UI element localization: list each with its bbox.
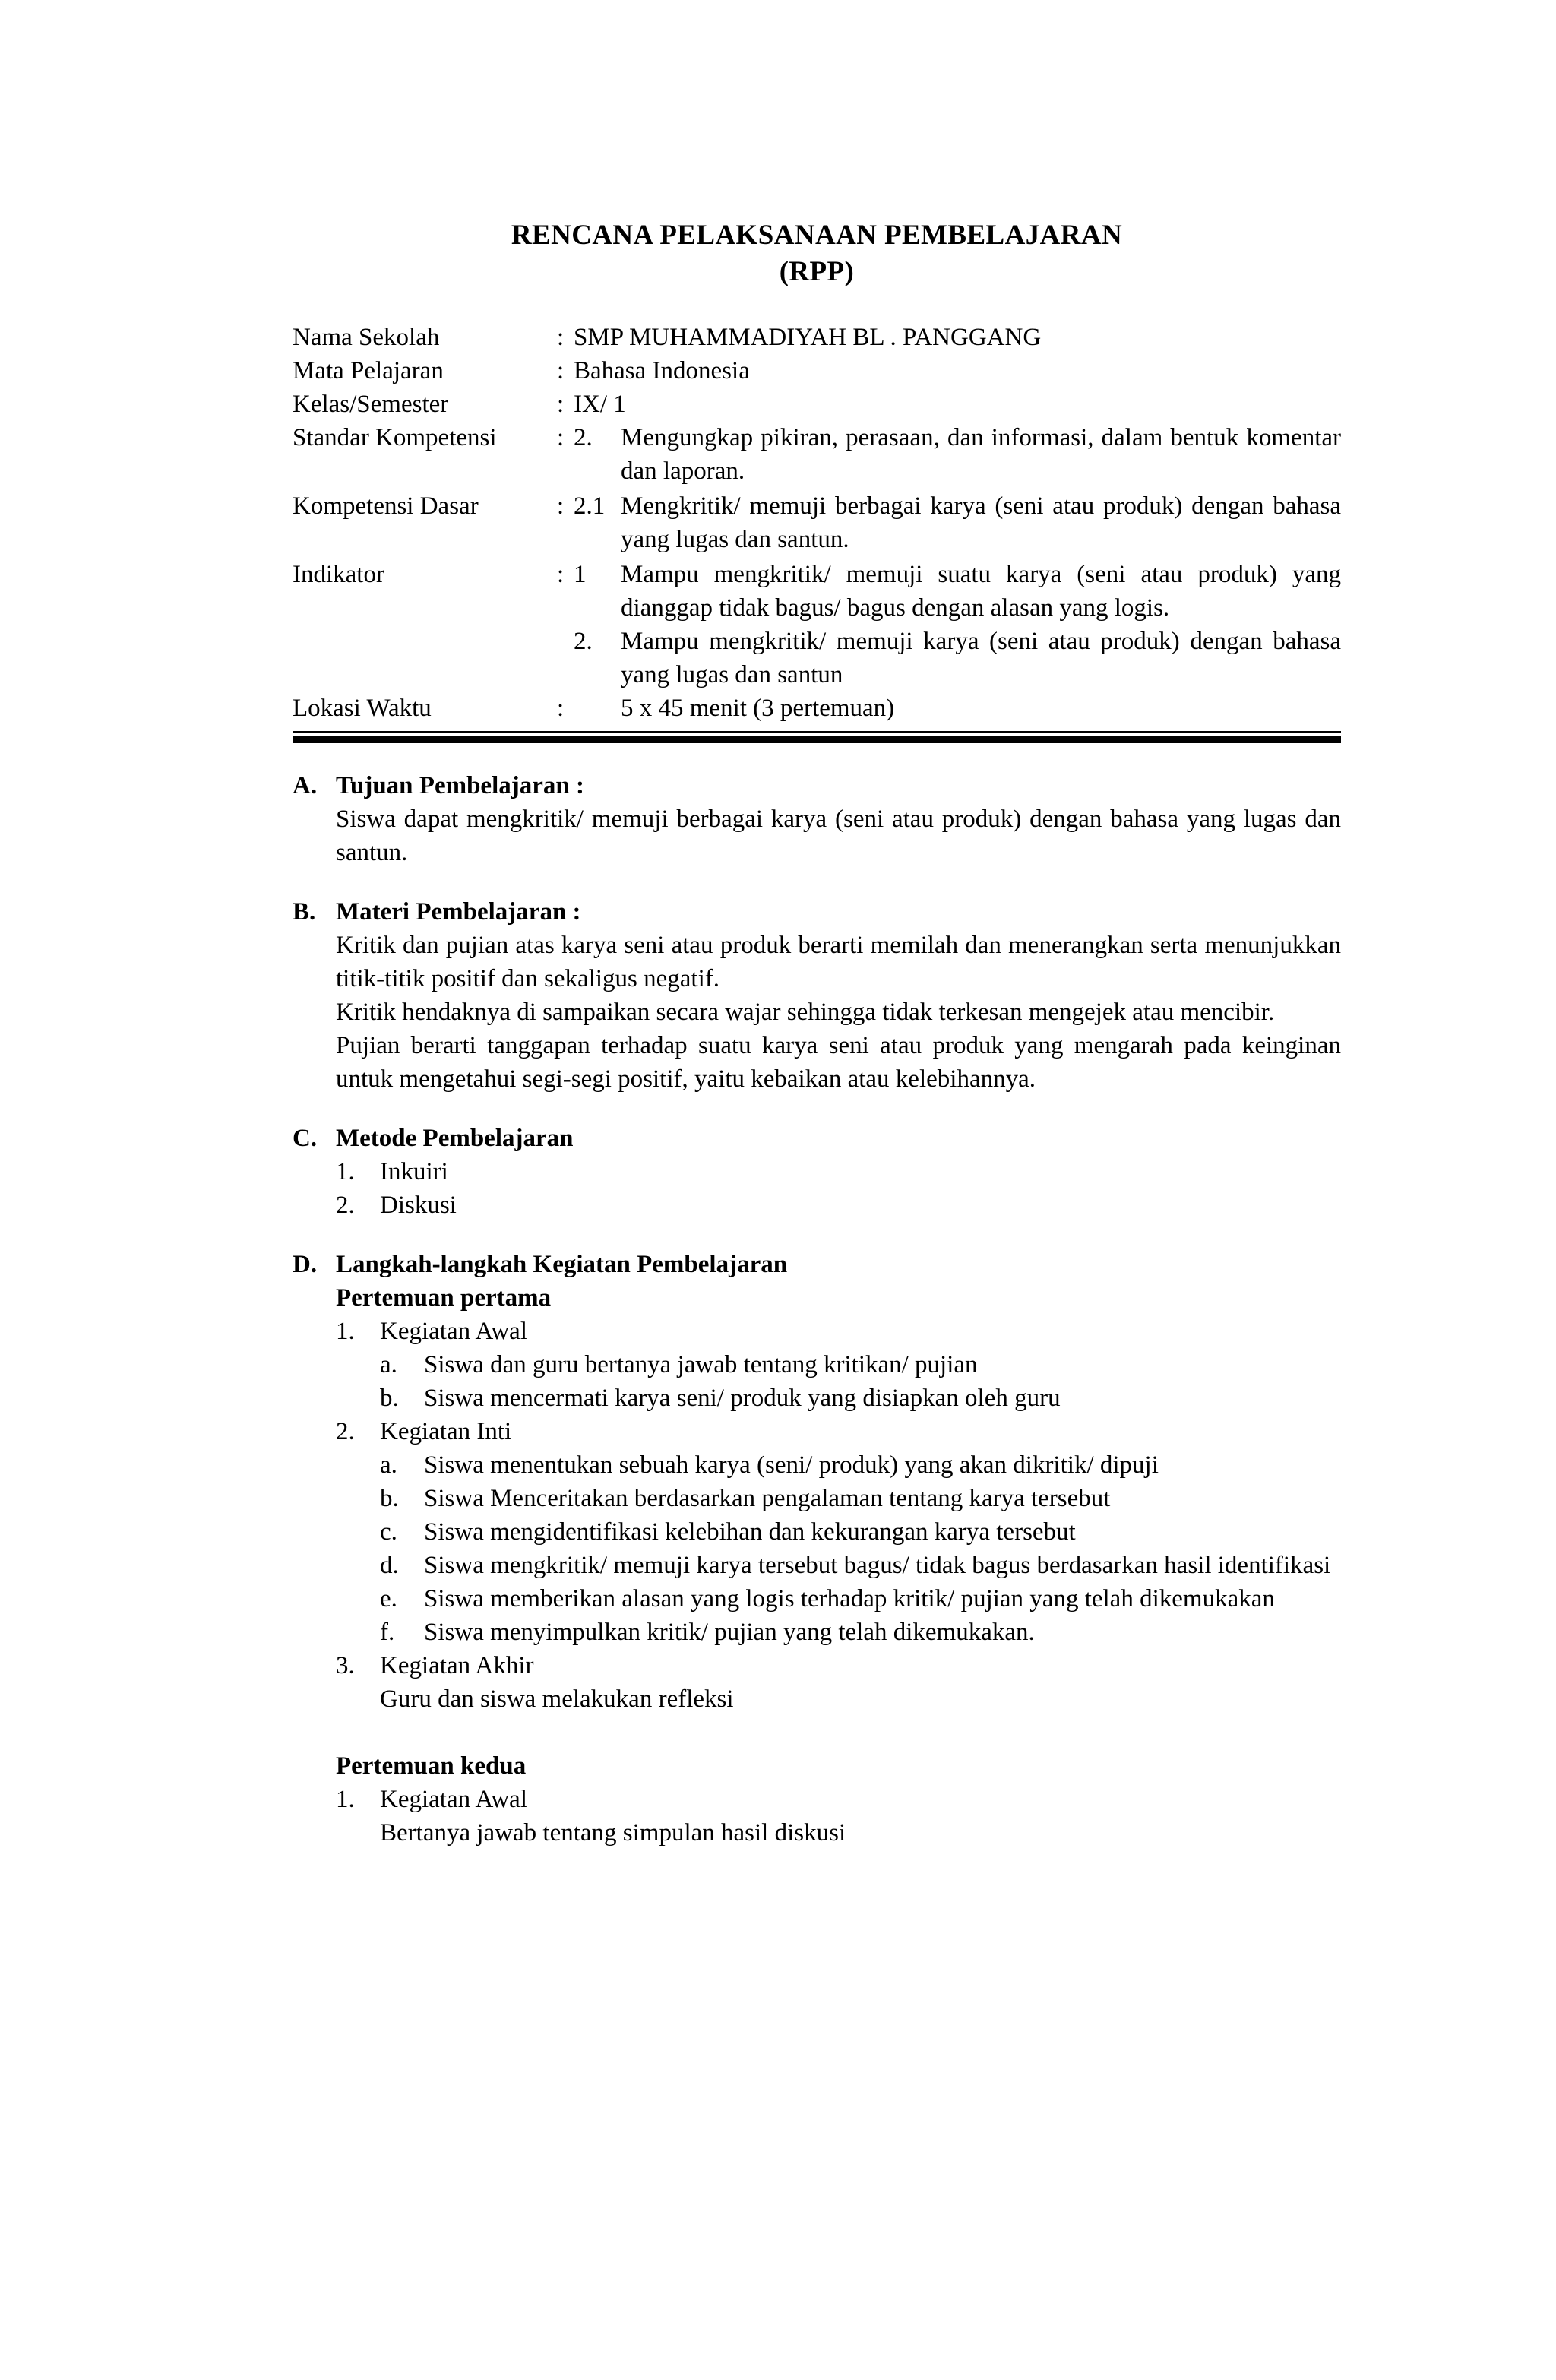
list-marker: 2. xyxy=(336,1418,355,1445)
list-item xyxy=(380,1448,1341,1482)
section-body xyxy=(336,802,1341,869)
list-item xyxy=(380,1348,1341,1381)
list-item xyxy=(336,1415,1341,1448)
paragraph: Kritik dan pujian atas karya seni atau produk berarti memilah dan menerangkan serta menunjukkan titik-titik positif dan sekaligus negatif. xyxy=(336,932,1341,992)
list-item-text: Siswa menyimpulkan kritik/ pujian yang telah dikemukakan. xyxy=(424,1619,1035,1646)
list-item-text: Siswa mencermati karya seni/ produk yang disiapkan oleh guru xyxy=(424,1385,1061,1412)
section-letter: A. xyxy=(293,772,318,799)
paragraph: Kritik hendaknya di sampaikan secara wajar sehingga tidak terkesan mengejek atau mencibir. xyxy=(336,999,1275,1026)
list-item-text: Siswa memberikan alasan yang logis terhadap kritik/ pujian yang telah dikemukakan xyxy=(424,1585,1275,1613)
identity-colon: : xyxy=(557,424,565,451)
paragraph: Pujian berarti tanggapan terhadap suatu karya seni atau produk yang mengarah pada keinginan untuk mengetahui segi-segi positif, yaitu kebaikan atau kelebihannya. xyxy=(336,1032,1341,1093)
identity-value: IX/ 1 xyxy=(574,391,626,418)
section-letter: B. xyxy=(293,898,316,926)
table-row xyxy=(293,388,1341,421)
identity-colon: : xyxy=(557,357,565,385)
list-item-text: Siswa Menceritakan berdasarkan pengalaman tentang karya tersebut xyxy=(424,1485,1111,1512)
identity-value: Mengungkap pikiran, perasaan, dan informasi, dalam bentuk komentar dan laporan. xyxy=(621,424,1341,485)
list-marker: f. xyxy=(380,1619,395,1646)
identity-colon: : xyxy=(557,695,565,722)
list-marker: 1. xyxy=(336,1158,355,1185)
list-item-text: Kegiatan Akhir xyxy=(380,1652,534,1679)
identity-colon: : xyxy=(557,391,565,418)
identity-colon: : xyxy=(557,561,565,588)
identity-colon: : xyxy=(557,324,565,351)
list-marker: a. xyxy=(380,1351,397,1378)
separator-thick-line xyxy=(293,736,1341,743)
section-tujuan-pembelajaran xyxy=(293,769,1341,869)
list-item xyxy=(336,1783,1341,1816)
identity-value: Bahasa Indonesia xyxy=(574,357,750,385)
list-item-text: Siswa menentukan sebuah karya (seni/ produk) yang akan dikritik/ dipuji xyxy=(424,1451,1159,1479)
section-heading xyxy=(293,769,1341,802)
identity-value: SMP MUHAMMADIYAH BL . PANGGANG xyxy=(574,324,1042,351)
identity-value: 5 x 45 menit (3 pertemuan) xyxy=(621,695,895,722)
list-item xyxy=(336,1315,1341,1348)
identity-number xyxy=(574,692,621,725)
identity-number: 1 xyxy=(574,561,587,588)
list-item-text: Diskusi xyxy=(380,1192,457,1219)
identity-label: Standar Kompetensi xyxy=(293,424,497,451)
section-title: Materi Pembelajaran : xyxy=(336,898,581,926)
list-item-note: Guru dan siswa melakukan refleksi xyxy=(380,1685,734,1713)
list-item-text: Siswa mengidentifikasi kelebihan dan kekurangan karya tersebut xyxy=(424,1518,1076,1546)
list-item xyxy=(380,1515,1341,1549)
table-row xyxy=(293,488,1341,556)
table-row xyxy=(293,556,1341,625)
paragraph: Siswa dapat mengkritik/ memuji berbagai karya (seni atau produk) dengan bahasa yang lugas dan santun. xyxy=(336,805,1341,866)
section-langkah-kegiatan xyxy=(293,1248,1341,1850)
metode-list xyxy=(336,1155,1341,1222)
list-item-note: Bertanya jawab tentang simpulan hasil diskusi xyxy=(380,1819,846,1847)
identity-number: 2. xyxy=(574,424,593,451)
identity-table xyxy=(293,321,1341,725)
list-marker: 3. xyxy=(336,1652,355,1679)
list-item xyxy=(336,1649,1341,1682)
table-row xyxy=(293,321,1341,354)
section-body xyxy=(336,929,1341,1096)
list-item xyxy=(336,1155,1341,1188)
list-item xyxy=(380,1381,1341,1415)
identity-label: Kelas/Semester xyxy=(293,391,449,418)
title-line-2: (RPP) xyxy=(779,256,855,287)
list-marker: 2. xyxy=(336,1192,355,1219)
section-materi-pembelajaran xyxy=(293,895,1341,1096)
list-marker: 1. xyxy=(336,1318,355,1345)
section-title: Langkah-langkah Kegiatan Pembelajaran xyxy=(336,1251,788,1278)
identity-label: Kompetensi Dasar xyxy=(293,492,479,520)
identity-value: Mampu mengkritik/ memuji suatu karya (seni atau produk) yang dianggap tidak bagus/ bagus dengan alasan yang logis. xyxy=(621,561,1341,622)
meeting-heading-kedua: Pertemuan kedua xyxy=(336,1752,527,1780)
sub-list xyxy=(380,1448,1341,1649)
identity-label: Nama Sekolah xyxy=(293,324,440,351)
title-line-1: RENCANA PELAKSANAAN PEMBELAJARAN xyxy=(511,220,1123,251)
identity-number: 2.1 xyxy=(574,492,606,520)
list-marker: a. xyxy=(380,1451,397,1479)
table-row xyxy=(293,692,1341,725)
header-separator-rule xyxy=(293,731,1341,743)
list-item xyxy=(380,1582,1341,1616)
identity-colon xyxy=(557,625,574,692)
list-item-text: Kegiatan Awal xyxy=(380,1318,527,1345)
identity-colon: : xyxy=(557,492,565,520)
document-content xyxy=(293,217,1341,1850)
identity-label: Mata Pelajaran xyxy=(293,357,444,385)
list-item xyxy=(380,1549,1341,1582)
list-marker: b. xyxy=(380,1485,399,1512)
table-row xyxy=(293,421,1341,488)
section-heading xyxy=(293,1248,1341,1281)
document-title xyxy=(293,217,1341,290)
section-heading xyxy=(293,1122,1341,1155)
list-marker: 1. xyxy=(336,1786,355,1813)
meeting2-list xyxy=(336,1783,1341,1850)
section-letter: D. xyxy=(293,1251,318,1278)
identity-label: Indikator xyxy=(293,561,384,588)
list-item-text: Inkuiri xyxy=(380,1158,448,1185)
list-marker: b. xyxy=(380,1385,399,1412)
identity-label xyxy=(293,625,557,692)
identity-value: Mengkritik/ memuji berbagai karya (seni atau produk) dengan bahasa yang lugas dan santun. xyxy=(621,492,1341,553)
list-marker: e. xyxy=(380,1585,397,1613)
list-item xyxy=(336,1188,1341,1222)
list-marker: d. xyxy=(380,1552,399,1579)
section-metode-pembelajaran xyxy=(293,1122,1341,1222)
list-item xyxy=(380,1482,1341,1515)
list-item-text: Siswa mengkritik/ memuji karya tersebut bagus/ tidak bagus berdasarkan hasil identifikasi xyxy=(424,1552,1331,1579)
identity-label: Lokasi Waktu xyxy=(293,695,432,722)
meeting-heading-pertama: Pertemuan pertama xyxy=(336,1284,552,1312)
identity-value: Mampu mengkritik/ memuji karya (seni atau produk) dengan bahasa yang lugas dan santun xyxy=(621,628,1341,688)
identity-number: 2. xyxy=(574,628,593,655)
list-item-text: Kegiatan Inti xyxy=(380,1418,512,1445)
section-title: Tujuan Pembelajaran : xyxy=(336,772,584,799)
meeting1-list xyxy=(336,1315,1341,1716)
table-row xyxy=(293,625,1341,692)
section-letter: C. xyxy=(293,1125,318,1152)
list-marker: c. xyxy=(380,1518,397,1546)
vertical-spacer xyxy=(293,1716,1341,1749)
list-item xyxy=(380,1616,1341,1649)
sub-list xyxy=(380,1348,1341,1415)
table-row xyxy=(293,354,1341,388)
section-title: Metode Pembelajaran xyxy=(336,1125,574,1152)
list-item-text: Siswa dan guru bertanya jawab tentang kritikan/ pujian xyxy=(424,1351,978,1378)
section-heading xyxy=(293,895,1341,929)
list-item-text: Kegiatan Awal xyxy=(380,1786,527,1813)
